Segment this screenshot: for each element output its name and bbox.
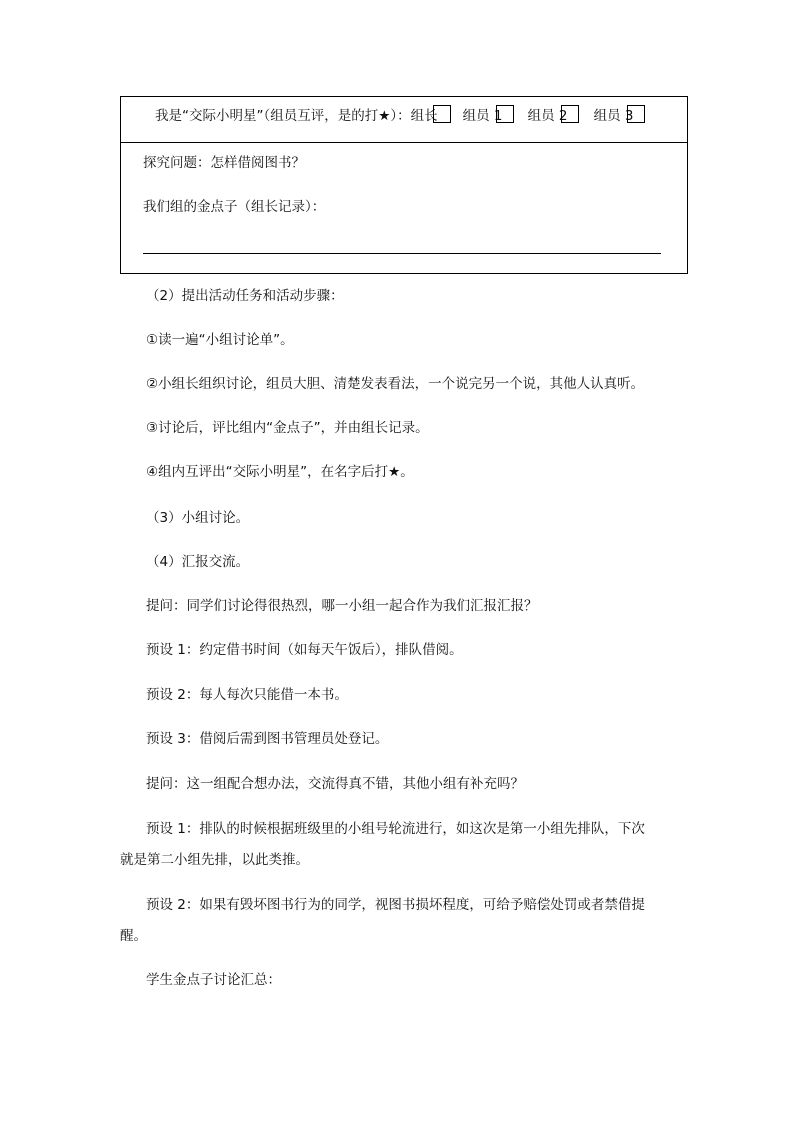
preset-followup-2-line1: 预设 2：如果有毁坏图书行为的同学，视图书损坏程度，可给予赔偿处罚或者禁借提 xyxy=(146,897,645,913)
leader-checkbox[interactable] xyxy=(433,105,451,123)
step-heading-4: （4）汇报交流。 xyxy=(146,554,250,570)
question-2: 提问：这一组配合想办法，交流得真不错，其他小组有补充吗？ xyxy=(146,776,524,792)
question-1: 提问：同学们讨论得很热烈，哪一小组一起合作为我们汇报汇报？ xyxy=(146,598,538,614)
step-1: ①读一遍“小组讨论单”。 xyxy=(146,332,294,348)
member-2-checkbox[interactable] xyxy=(561,105,579,123)
member-3-checkbox[interactable] xyxy=(627,105,645,123)
member-2 xyxy=(528,104,579,124)
member-1 xyxy=(463,104,514,124)
inquiry-question: 探究问题：怎样借阅图书？ xyxy=(143,155,305,171)
preset-3: 预设 3：借阅后需到图书管理员处登记。 xyxy=(146,731,389,747)
leader-label: 组长 xyxy=(410,108,438,124)
step-2: ②小组长组织讨论，组员大胆、清楚发表看法，一个说完另一个说，其他人认真听。 xyxy=(146,376,645,392)
step-heading-3: （3）小组讨论。 xyxy=(146,510,250,526)
group-discussion-table xyxy=(120,96,688,274)
preset-followup-1-line2: 就是第二小组先排，以此类推。 xyxy=(120,852,309,868)
star-evaluation-row xyxy=(121,97,687,143)
preset-followup-1-line1: 预设 1：排队的时候根据班级里的小组号轮流进行，如这次是第一小组先排队，下次 xyxy=(146,821,645,837)
member-1-label: 组员 1 xyxy=(462,108,503,124)
preset-1: 预设 1：约定借书时间（如每天午饭后），排队借阅。 xyxy=(146,642,463,658)
star-evaluation-prompt: 我是“交际小明星”（组员互评，是的打★）： xyxy=(155,108,411,124)
step-4: ④组内互评出“交际小明星”，在名字后打★。 xyxy=(146,464,414,480)
member-2-label: 组员 2 xyxy=(527,108,568,124)
preset-followup-2-line2: 醒。 xyxy=(120,928,147,944)
golden-ideas-label: 我们组的金点子（组长记录）： xyxy=(143,199,326,215)
step-heading-2: （2）提出活动任务和活动步骤： xyxy=(146,288,344,304)
member-3 xyxy=(594,104,645,124)
member-3-label: 组员 3 xyxy=(593,108,634,124)
golden-ideas-answer-line[interactable] xyxy=(143,253,661,254)
golden-ideas-summary-heading: 学生金点子讨论汇总： xyxy=(146,972,281,988)
step-3: ③讨论后，评比组内“金点子”，并由组长记录。 xyxy=(146,420,429,436)
preset-2: 预设 2：每人每次只能借一本书。 xyxy=(146,687,348,703)
member-1-checkbox[interactable] xyxy=(496,105,514,123)
